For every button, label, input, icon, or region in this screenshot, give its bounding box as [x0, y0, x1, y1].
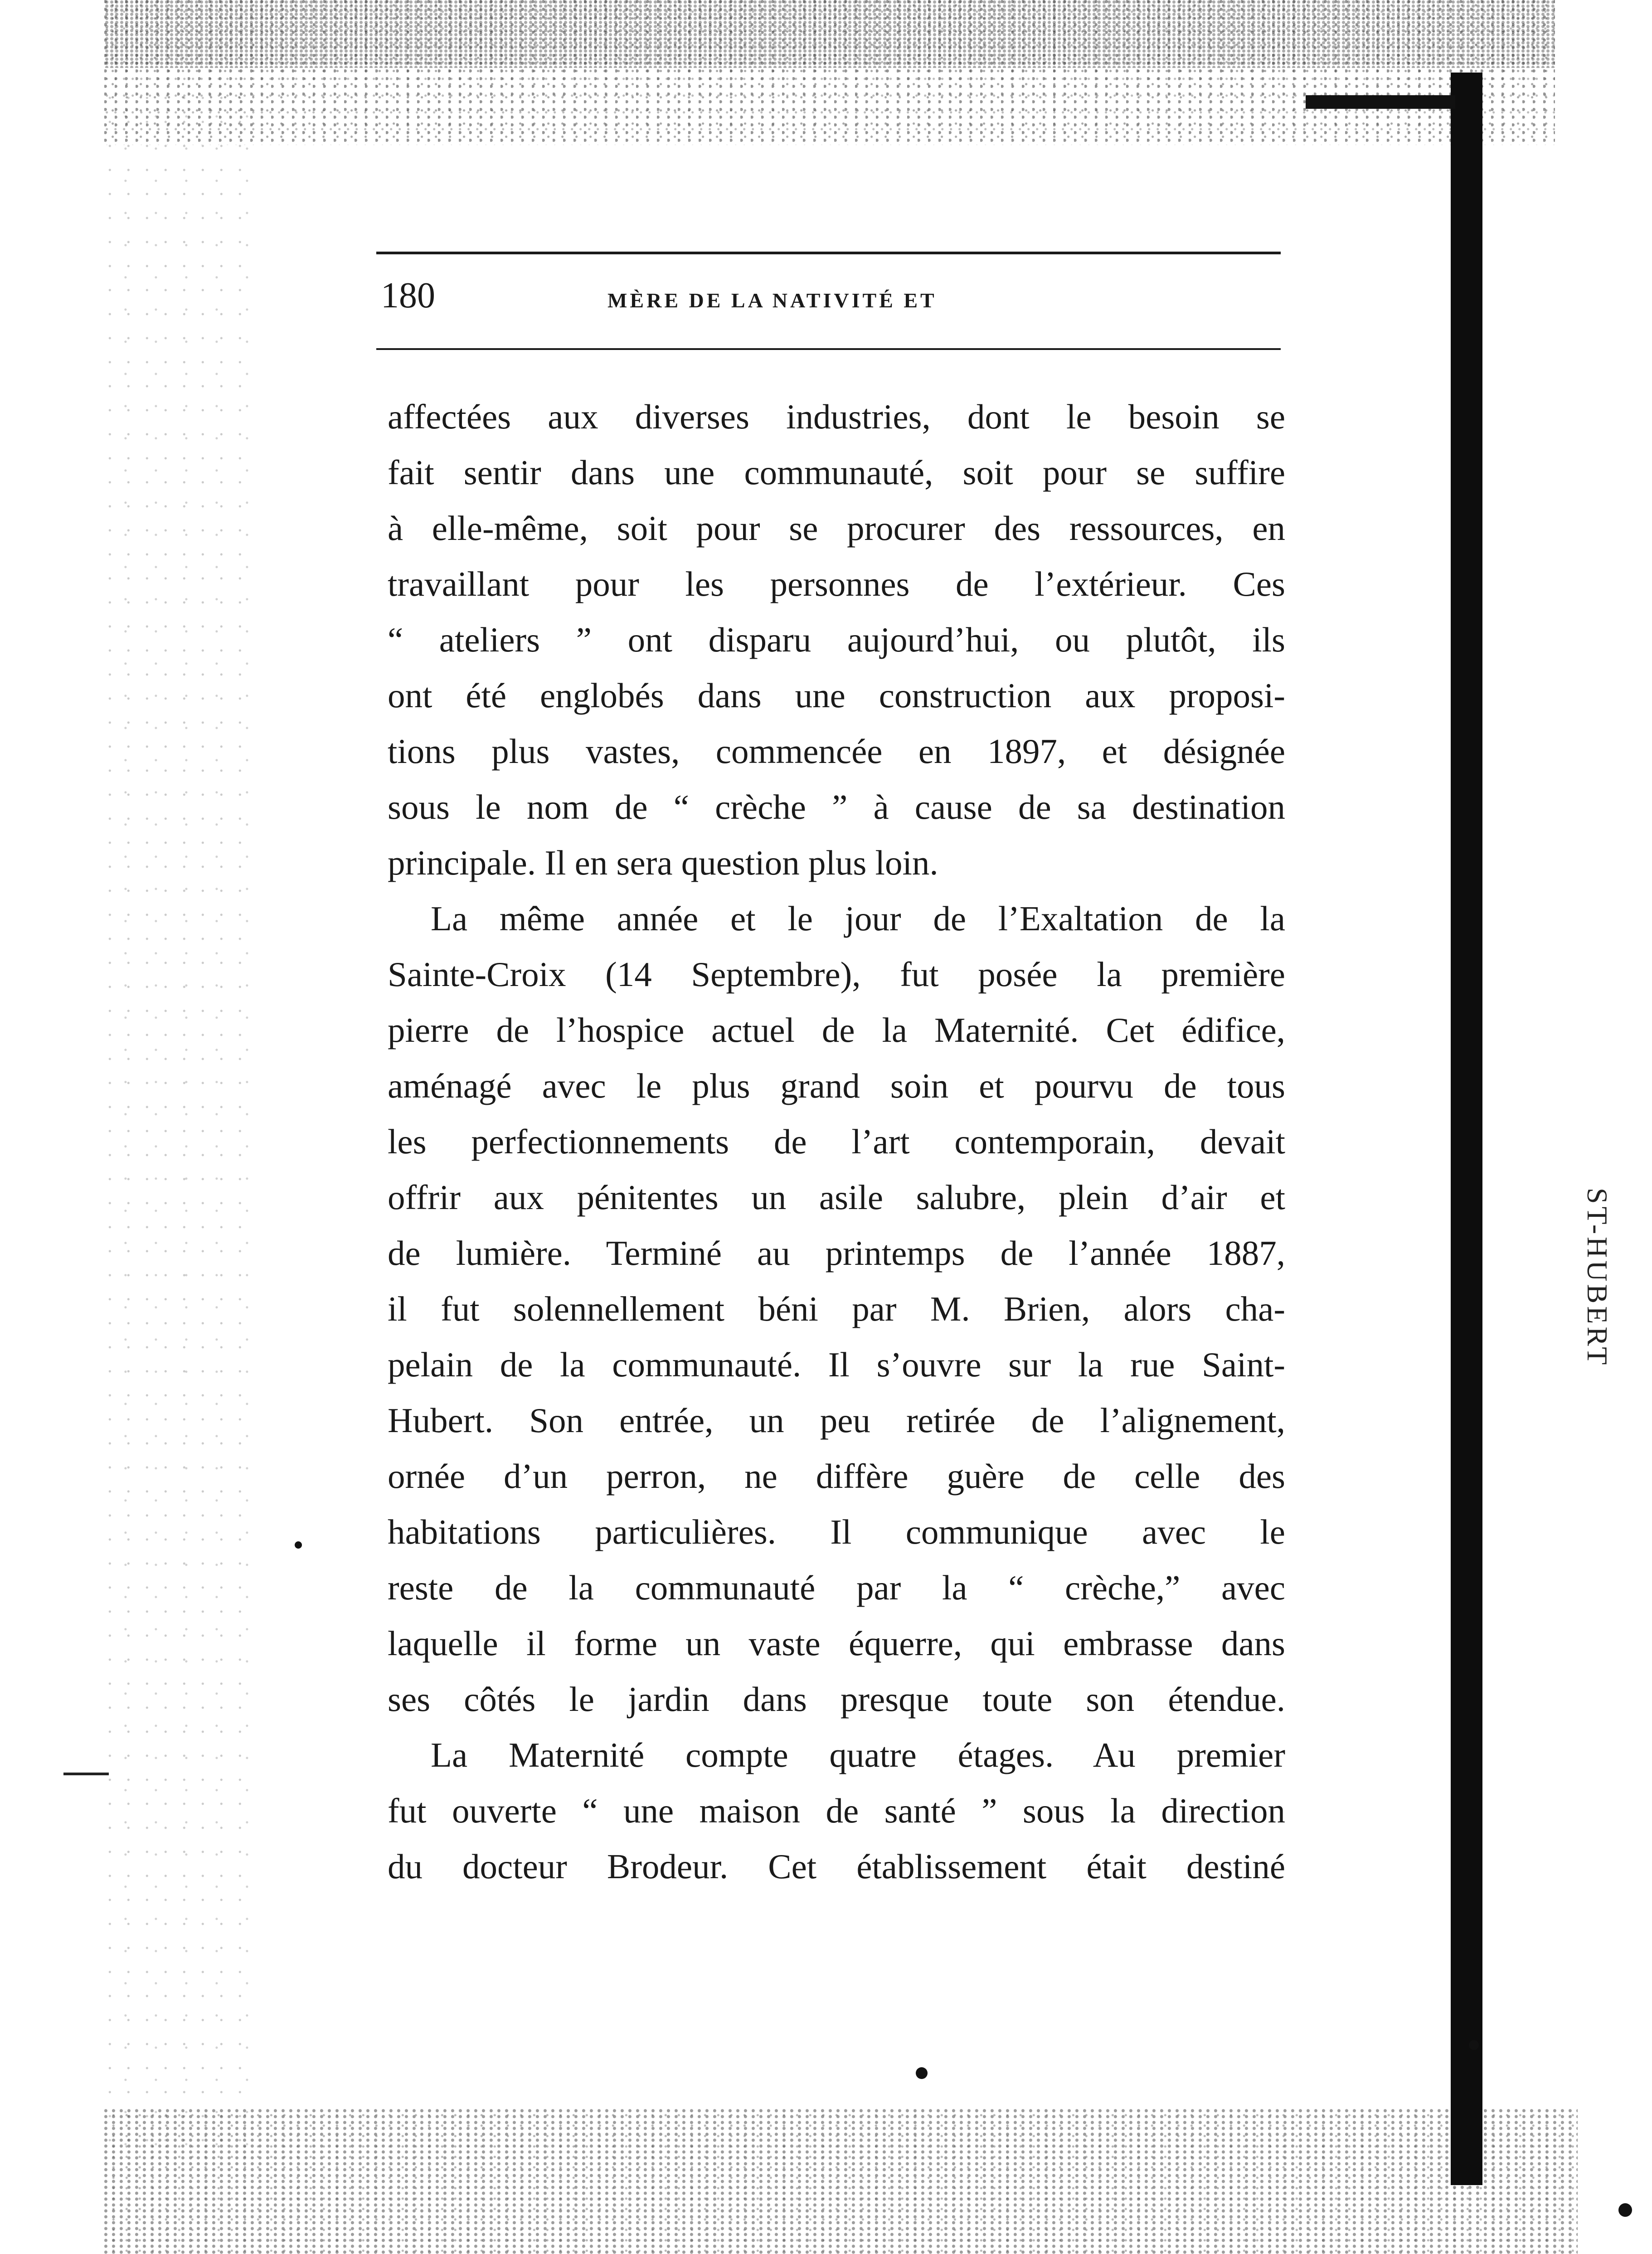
- page-number: 180: [381, 276, 435, 316]
- text-line: tions plus vastes, commencée en 1897, et désignée: [388, 732, 1285, 771]
- margin-mark: [63, 1773, 109, 1775]
- binding-shadow-top: [1306, 95, 1455, 109]
- spine-text: ST-HUBERT: [1581, 1188, 1613, 1368]
- text-line: affectées aux diverses industries, dont le besoin se: [388, 397, 1285, 436]
- ink-speck: [1618, 2203, 1632, 2217]
- text-line: à elle-même, soit pour se procurer des ressources, en: [388, 509, 1285, 548]
- text-line: Hubert. Son entrée, un peu retirée de l’alignement,: [388, 1401, 1285, 1440]
- binding-shadow-bar: [1451, 73, 1482, 2185]
- text-line: offrir aux pénitentes un asile salubre, plein d’air et: [388, 1178, 1285, 1217]
- ink-speck: [916, 2067, 928, 2079]
- text-line: laquelle il forme un vaste équerre, qui embrasse dans: [388, 1624, 1285, 1663]
- text-line: les perfectionnements de l’art contemporain, devait: [388, 1122, 1285, 1161]
- text-line: ont été englobés dans une construction aux proposi-: [388, 676, 1285, 715]
- text-line: Sainte-Croix (14 Septembre), fut posée la première: [388, 955, 1285, 994]
- text-line: “ ateliers ” ont disparu aujourd’hui, ou plutôt, ils: [388, 620, 1285, 659]
- ink-speck: [295, 1541, 302, 1549]
- ink-speck: [1469, 2040, 1479, 2050]
- header-rule-top: [376, 252, 1281, 254]
- text-line: La même année et le jour de l’Exaltation de la: [431, 899, 1285, 938]
- scan-noise-top: [104, 0, 1555, 145]
- text-line: de lumière. Terminé au printemps de l’année 1887,: [388, 1234, 1285, 1273]
- text-line: reste de la communauté par la “ crèche,” avec: [388, 1568, 1285, 1607]
- header-rule-bottom: [376, 348, 1281, 350]
- text-line: aménagé avec le plus grand soin et pourvu de tous: [388, 1066, 1285, 1105]
- text-line: La Maternité compte quatre étages. Au premier: [431, 1735, 1285, 1774]
- text-line: ses côtés le jardin dans presque toute son étendue.: [388, 1680, 1285, 1719]
- text-line: ornée d’un perron, ne diffère guère de celle des: [388, 1457, 1285, 1496]
- text-line: habitations particulières. Il communique avec le: [388, 1512, 1285, 1551]
- text-line: travaillant pour les personnes de l’extérieur. Ces: [388, 564, 1285, 603]
- text-line: sous le nom de “ crèche ” à cause de sa destination: [388, 787, 1285, 826]
- text-line: fut ouverte “ une maison de santé ” sous la direction: [388, 1791, 1285, 1830]
- text-line: du docteur Brodeur. Cet établissement était destiné: [388, 1847, 1285, 1886]
- text-line: pierre de l’hospice actuel de la Maternité. Cet édifice,: [388, 1010, 1285, 1049]
- text-line: principale. Il en sera question plus loin.: [388, 843, 938, 882]
- text-line: il fut solennellement béni par M. Brien, alors cha-: [388, 1289, 1285, 1328]
- text-line: fait sentir dans une communauté, soit pour se suffire: [388, 453, 1285, 492]
- running-head: MÈRE DE LA NATIVITÉ ET: [607, 289, 937, 312]
- scan-noise-left: [104, 91, 249, 2153]
- body-text: [388, 389, 1285, 1895]
- scan-noise-bottom: [104, 2109, 1578, 2254]
- text-line: pelain de la communauté. Il s’ouvre sur la rue Saint-: [388, 1345, 1285, 1384]
